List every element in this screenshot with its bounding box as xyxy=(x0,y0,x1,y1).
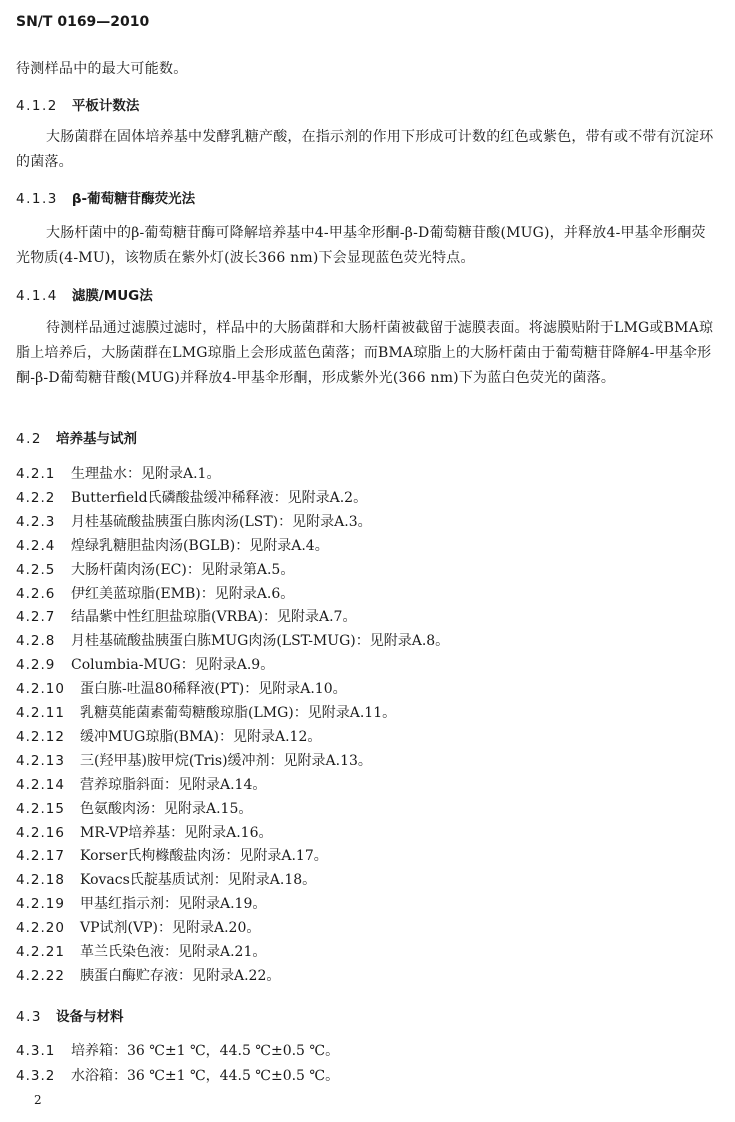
section-number: 4.1.2 xyxy=(16,98,58,114)
item-number: 4.2.8 xyxy=(16,633,56,650)
item-text: 色氨酸肉汤：见附录A.15。 xyxy=(80,800,253,817)
section-heading-4-1-4 xyxy=(16,287,153,305)
list-item xyxy=(16,680,347,698)
item-number: 4.2.13 xyxy=(16,752,65,769)
item-text: 乳糖莫能菌素葡萄糖酸琼脂(LMG)：见附录A.11。 xyxy=(80,705,397,721)
item-text: 结晶紫中性红胆盐琼脂(VRBA)：见附录A.7。 xyxy=(71,609,357,626)
list-item xyxy=(16,847,328,865)
item-number: 4.2.17 xyxy=(16,848,65,865)
item-text: 缓冲MUG琼脂(BMA)：见附录A.12。 xyxy=(80,728,322,745)
item-number: 4.3.2 xyxy=(16,1068,56,1084)
section-title: 滤膜/MUG法 xyxy=(71,288,153,304)
section-number: 4.1.4 xyxy=(16,288,58,304)
section-number: 4.1.3 xyxy=(16,191,58,207)
item-text: 胰蛋白酶贮存液：见附录A.22。 xyxy=(80,967,281,984)
list-item xyxy=(16,728,321,746)
item-text: 培养箱：36 ℃±1 ℃，44.5 ℃±0.5 ℃。 xyxy=(71,1043,340,1059)
page-number: 2 xyxy=(34,1093,42,1107)
item-number: 4.2.21 xyxy=(16,944,65,960)
item-number: 4.2.14 xyxy=(16,776,65,793)
item-number: 4.2.11 xyxy=(16,705,65,721)
item-text: 月桂基硫酸盐胰蛋白胨MUG肉汤(LST-MUG)：见附录A.8。 xyxy=(71,633,450,650)
intro-line: 待测样品中的最大可能数。 xyxy=(16,61,188,77)
list-item xyxy=(16,776,266,794)
section-title: 平板计数法 xyxy=(71,98,140,114)
item-number: 4.2.1 xyxy=(16,466,56,482)
section-title: 设备与材料 xyxy=(55,1009,124,1025)
item-number: 4.2.20 xyxy=(16,920,65,937)
section-paragraph-4-1-3: 大肠杆菌中的β-葡萄糖苷酶可降解培养基中4-甲基伞形酮-β-D葡萄糖苷酸(MUG)，并释放4-甲基伞形酮荧光物质(4-MU)，该物质在紫外灯(波长366 nm)下会显现蓝色荧光特点。 xyxy=(16,225,706,266)
item-text: 甲基红指示剂：见附录A.19。 xyxy=(80,896,267,913)
item-text: 煌绿乳糖胆盐肉汤(BGLB)：见附录A.4。 xyxy=(71,537,329,554)
item-number: 4.2.7 xyxy=(16,609,56,626)
section-heading-4-1-3 xyxy=(16,190,195,208)
section-heading-4-1-2 xyxy=(16,97,139,115)
list-item xyxy=(16,800,252,818)
section-paragraph-4-1-4: 待测样品通过滤膜过滤时，样品中的大肠菌群和大肠杆菌被截留于滤膜表面。将滤膜贴附于LMG或BMA琼脂上培养后，大肠菌群在LMG琼脂上会形成蓝色菌落；而BMA琼脂上的大肠杆菌由于葡萄糖苷降解4-甲基伞形酮-β-D葡萄糖苷酸(MUG)并释放4-甲基伞形酮，形成紫外光(366 nm)下为蓝白色荧光的菌落。 xyxy=(16,320,714,386)
item-text: 水浴箱：36 ℃±1 ℃，44.5 ℃±0.5 ℃。 xyxy=(71,1068,340,1084)
section-heading-4-2 xyxy=(16,430,137,448)
item-text: 革兰氏染色液：见附录A.21。 xyxy=(80,944,267,960)
section-heading-4-3 xyxy=(16,1008,123,1026)
item-number: 4.2.2 xyxy=(16,489,56,506)
list-item xyxy=(16,632,449,650)
section-number: 4.3 xyxy=(16,1009,42,1025)
section-paragraph-4-1-2: 大肠菌群在固体培养基中发酵乳糖产酸，在指示剂的作用下形成可计数的红色或紫色，带有或不带有沉淀环的菌落。 xyxy=(16,129,714,170)
list-item xyxy=(16,1042,339,1060)
item-text: 伊红美蓝琼脂(EMB)：见附录A.6。 xyxy=(71,585,295,602)
item-text: MR-VP培养基：见附录A.16。 xyxy=(80,824,273,841)
item-number: 4.2.9 xyxy=(16,657,56,674)
item-text: 生理盐水：见附录A.1。 xyxy=(71,466,221,482)
list-item xyxy=(16,1067,339,1085)
item-number: 4.2.22 xyxy=(16,967,65,984)
document-code-header: SN/T 0169—2010 xyxy=(16,14,150,30)
list-item xyxy=(16,824,273,842)
section-title: 培养基与试剂 xyxy=(55,431,137,447)
list-item xyxy=(16,537,329,555)
list-item xyxy=(16,656,274,674)
list-item xyxy=(16,752,372,770)
item-text: Butterfield氏磷酸盐缓冲稀释液：见附录A.2。 xyxy=(71,489,368,506)
list-item xyxy=(16,489,367,507)
item-number: 4.2.12 xyxy=(16,728,65,745)
item-text: 蛋白胨-吐温80稀释液(PT)：见附录A.10。 xyxy=(80,681,347,698)
item-number: 4.2.3 xyxy=(16,513,56,530)
list-item xyxy=(16,561,294,579)
item-text: Kovacs氏靛基质试剂：见附录A.18。 xyxy=(80,872,317,889)
item-text: 三(羟甲基)胺甲烷(Tris)缓冲剂：见附录A.13。 xyxy=(80,752,372,769)
list-item xyxy=(16,967,280,985)
item-number: 4.2.16 xyxy=(16,824,65,841)
item-text: VP试剂(VP)：见附录A.20。 xyxy=(80,920,261,937)
item-text: 月桂基硫酸盐胰蛋白胨肉汤(LST)：见附录A.3。 xyxy=(71,513,372,530)
list-item xyxy=(16,704,396,722)
item-text: 大肠杆菌肉汤(EC)：见附录第A.5。 xyxy=(71,561,295,578)
section-title: β-葡萄糖苷酶荧光法 xyxy=(71,191,196,207)
item-number: 4.2.6 xyxy=(16,585,56,602)
item-number: 4.2.18 xyxy=(16,872,65,889)
item-text: 营养琼脂斜面：见附录A.14。 xyxy=(80,776,267,793)
list-item xyxy=(16,585,294,603)
item-number: 4.3.1 xyxy=(16,1043,56,1059)
item-number: 4.2.5 xyxy=(16,561,56,578)
list-item xyxy=(16,513,372,531)
item-number: 4.2.10 xyxy=(16,681,65,698)
section-number: 4.2 xyxy=(16,431,42,447)
list-item xyxy=(16,943,266,961)
list-item xyxy=(16,919,260,937)
item-number: 4.2.15 xyxy=(16,800,65,817)
item-number: 4.2.19 xyxy=(16,896,65,913)
list-item xyxy=(16,895,266,913)
item-text: Columbia-MUG：见附录A.9。 xyxy=(71,657,275,674)
item-number: 4.2.4 xyxy=(16,537,56,554)
item-text: Korser氏枸橼酸盐肉汤：见附录A.17。 xyxy=(80,848,328,865)
list-item xyxy=(16,608,356,626)
list-item xyxy=(16,871,316,889)
list-item xyxy=(16,465,220,483)
